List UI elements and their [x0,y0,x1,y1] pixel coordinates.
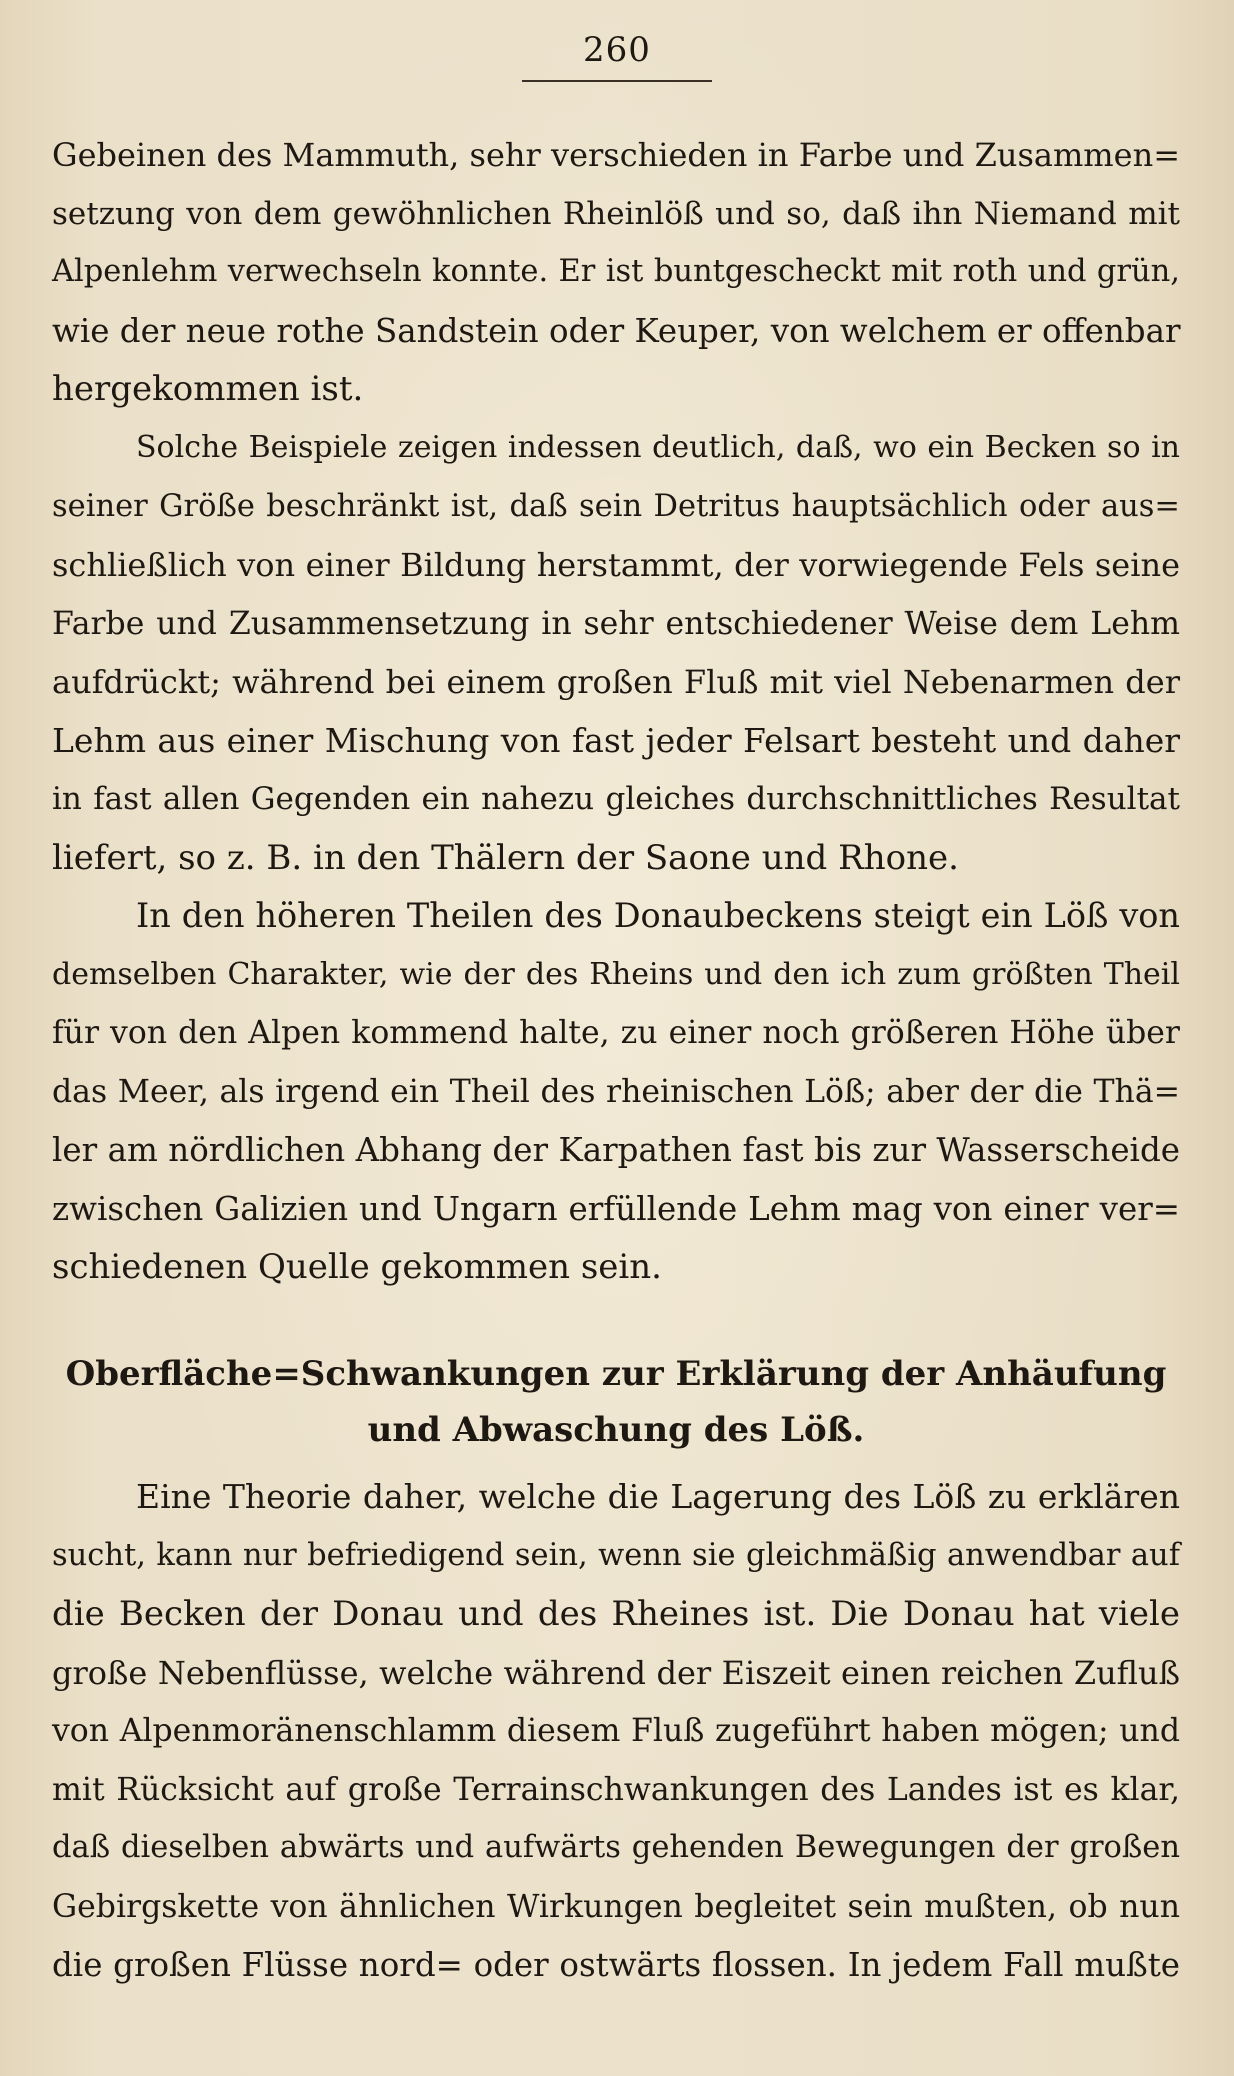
text-line: liefert, so z. B. in den Thälern der Saone und Rhone. [52,837,959,878]
text-line: Solche Beispiele zeigen indessen deutlich, daß, wo ein Becken so in [136,430,1180,465]
text-line: die großen Flüsse nord= oder ostwärts flossen. In jedem Fall mußte [52,1946,1180,1984]
text-line: Lehm aus einer Mischung von fast jeder Felsart besteht und daher [52,720,1180,760]
text-line: für von den Alpen kommend halte, zu einer noch größeren Höhe über [52,1015,1180,1051]
text-line: die Becken der Donau und des Rheines ist. Die Donau hat viele [52,1594,1180,1634]
paragraph-1 [52,126,1180,419]
text-line: daß dieselben abwärts und aufwärts gehenden Bewegungen der großen [52,1830,1180,1865]
text-line: In den höheren Theilen des Donaubeckens steigt ein Löß von [136,896,1180,935]
section-heading-line: Oberfläche=Schwankungen zur Erklärung der Anhäufung [65,1354,1167,1394]
text-line: wie der neue rothe Sandstein oder Keuper, von welchem er offenbar [52,311,1181,350]
page-number-rule [522,80,712,82]
paragraph-4 [52,1468,1180,1995]
text-line: zwischen Galizien und Ungarn erfüllende Lehm mag von einer ver= [52,1189,1180,1228]
text-line: das Meer, als irgend ein Theil des rheinischen Löß; aber der die Thä= [52,1073,1180,1110]
text-line: Gebeinen des Mammuth, sehr verschieden in Farbe und Zusammen= [52,136,1180,174]
text-line: setzung von dem gewöhnlichen Rheinlöß und so, daß ihn Niemand mit [52,195,1180,232]
page-number: 260 [583,30,651,70]
text-line: ler am nördlichen Abhang der Karpathen fast bis zur Wasserscheide [52,1131,1180,1169]
paragraph-3 [52,887,1180,1297]
text-line: Alpenlehm verwechseln konnte. Er ist buntgescheckt mit roth und grün, [52,254,1180,289]
text-line: große Nebenflüsse, welche während der Eiszeit einen reichen Zufluß [52,1653,1180,1692]
section-heading [52,1346,1180,1458]
text-line: Farbe und Zusammensetzung in sehr entschiedener Weise dem Lehm [52,605,1180,642]
text-line: schließlich von einer Bildung herstammt, der vorwiegende Fels seine [52,546,1180,584]
text-line: sucht, kann nur befriedigend sein, wenn sie gleichmäßig anwendbar auf [52,1537,1180,1573]
text-line: schiedenen Quelle gekommen sein. [52,1247,662,1287]
text-line: seiner Größe beschränkt ist, daß sein Detritus hauptsächlich oder aus= [52,488,1180,524]
text-line: mit Rücksicht auf große Terrainschwankungen des Landes ist es klar, [52,1771,1180,1808]
section-heading-line: und Abwaschung des Löß. [367,1410,865,1450]
text-line: in fast allen Gegenden ein nahezu gleiches durchschnittliches Resultat [52,781,1180,817]
paragraph-2 [52,419,1180,887]
text-line: Eine Theorie daher, welche die Lagerung des Löß zu erklären [136,1477,1180,1516]
text-line: hergekommen ist. [52,369,364,409]
text-line: aufdrückt; während bei einem großen Fluß mit viel Nebenarmen der [52,663,1180,701]
text-line: demselben Charakter, wie der des Rheins und den ich zum größten Theil [52,956,1180,992]
text-line: von Alpenmoränenschlamm diesem Fluß zugeführt haben mögen; und [52,1713,1180,1749]
text-line: Gebirgskette von ähnlichen Wirkungen begleitet sein mußten, ob nun [52,1888,1180,1925]
